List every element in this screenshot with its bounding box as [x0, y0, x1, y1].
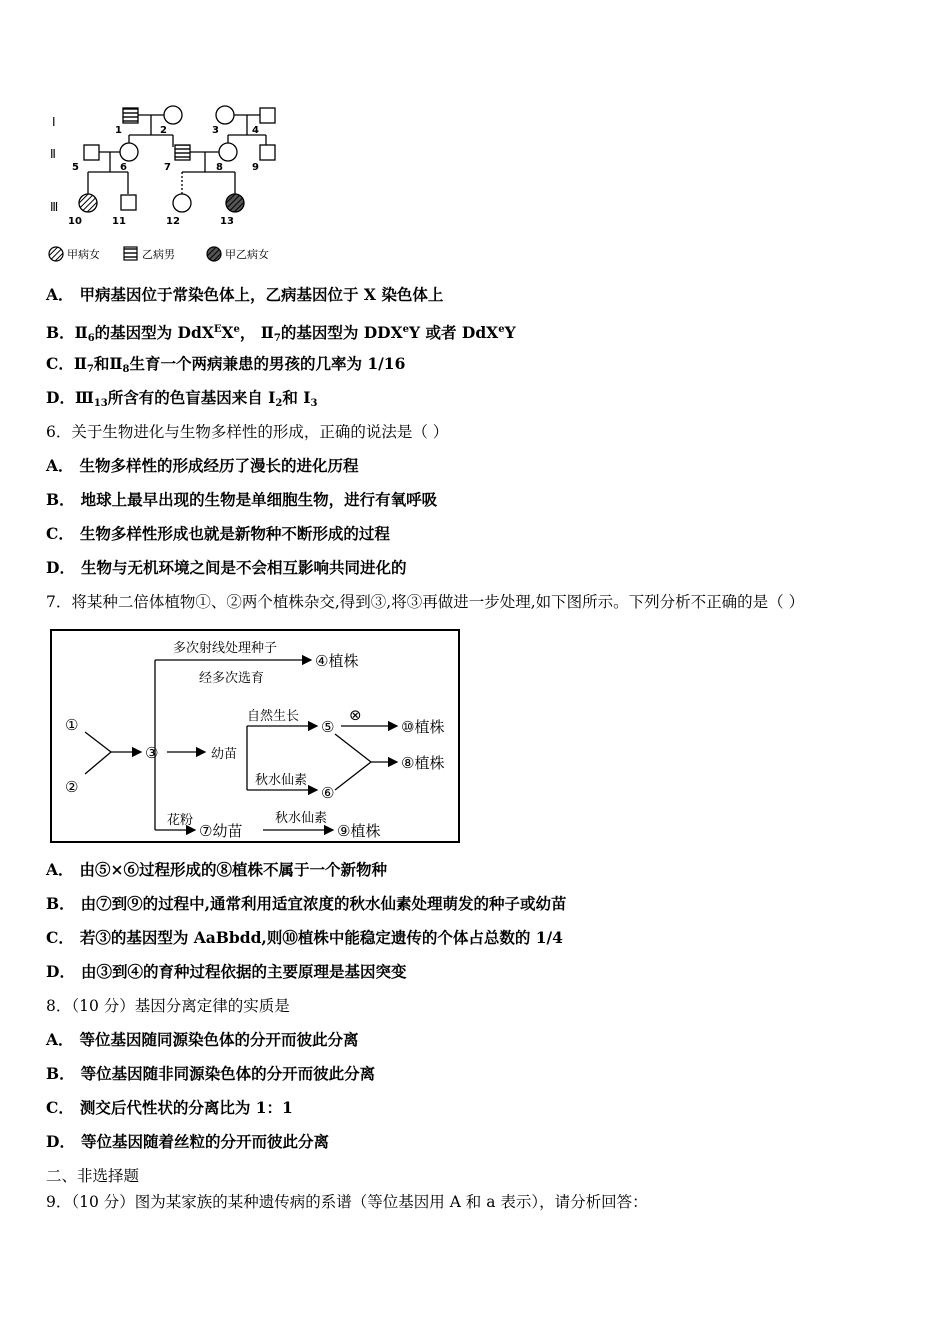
- label-seedling: 幼苗: [211, 747, 238, 762]
- q6-stem: 6．关于生物进化与生物多样性的形成，正确的说法是（ ）: [46, 423, 449, 441]
- legend-both-diseases-female: 甲乙病女: [225, 248, 269, 261]
- individual-8: [219, 143, 237, 161]
- q7-option-a: A． 由⑤×⑥过程形成的⑧植株不属于一个新物种: [46, 860, 388, 879]
- label-pollen: 花粉: [167, 813, 194, 828]
- svg-text:5: 5: [72, 162, 79, 173]
- q8-option-b: B． 等位基因随非同源染色体的分开而彼此分离: [46, 1064, 376, 1083]
- q6-option-b: B． 地球上最早出现的生物是单细胞生物，进行有氧呼吸: [46, 490, 438, 509]
- individual-11: [121, 195, 136, 210]
- individual-12: [173, 194, 191, 212]
- node-4: ④植株: [315, 652, 359, 670]
- svg-text:7: 7: [164, 162, 171, 173]
- svg-text:10: 10: [68, 216, 82, 227]
- label-selection: 经多次选育: [199, 671, 265, 686]
- section-heading-non-choice: 二、非选择题: [46, 1167, 140, 1185]
- svg-text:11: 11: [112, 216, 126, 227]
- svg-text:8: 8: [216, 162, 223, 173]
- svg-text:6: 6: [120, 162, 127, 173]
- q8-option-c: C． 测交后代性状的分离比为 1：1: [46, 1098, 293, 1117]
- node-6: ⑥: [321, 784, 335, 802]
- individual-6: [120, 143, 138, 161]
- label-radiation: 多次射线处理种子: [173, 641, 278, 656]
- svg-text:13: 13: [220, 216, 234, 227]
- q9-stem: 9．（10 分）图为某家族的某种遗传病的系谱（等位基因用 A 和 a 表示），请分析回答：: [46, 1193, 648, 1211]
- label-colchicine: 秋水仙素: [255, 773, 308, 788]
- q8-stem: 8．（10 分）基因分离定律的实质是: [46, 997, 290, 1015]
- label-natural-growth: 自然生长: [247, 709, 300, 724]
- q6-option-a: A． 生物多样性的形成经历了漫长的进化历程: [46, 456, 359, 475]
- node-9: ⑨植株: [337, 822, 381, 840]
- q8-option-d: D． 等位基因随着丝粒的分开而彼此分离: [46, 1132, 329, 1151]
- q5-option-a: A． 甲病基因位于常染色体上，乙病基因位于 X 染色体上: [46, 285, 444, 304]
- gen-label-3: Ⅲ: [50, 200, 59, 214]
- node-10: ⑩植株: [401, 718, 445, 736]
- pedigree-chart: [40, 100, 340, 270]
- selfing-symbol: ⊗: [349, 706, 362, 724]
- q5-option-d: D．$Ⅲ_{13}$所含有的色盲基因来自 $I_2$和 $I_3$: [46, 388, 318, 409]
- individual-4: [260, 108, 275, 123]
- node-2: ②: [65, 778, 79, 796]
- svg-text:12: 12: [166, 216, 180, 227]
- individual-13: [226, 194, 244, 212]
- node-8: ⑧植株: [401, 754, 445, 772]
- q7-option-b: B． 由⑦到⑨的过程中,通常利用适宜浓度的秋水仙素处理萌发的种子或幼苗: [46, 894, 567, 913]
- svg-text:9: 9: [252, 162, 259, 173]
- node-3: ③: [145, 744, 159, 762]
- q7-option-d: D． 由③到④的育种过程依据的主要原理是基因突变: [46, 962, 407, 981]
- q5-option-c: C．$Ⅱ_7$和$Ⅱ_8$生育一个两病兼患的男孩的几率为 1/16: [46, 354, 406, 375]
- individual-5: [84, 145, 99, 160]
- gen-label-2: Ⅱ: [50, 147, 56, 161]
- q5-option-b: B．$Ⅱ_6$的基因型为 DdX$^E$Xe， $Ⅱ_7$的基因型为 DDXeY 或者 DdX$^e$Y: [46, 323, 516, 344]
- q7-option-c: C． 若③的基因型为 AaBbdd,则⑩植株中能稳定遗传的个体占总数的 1/4: [46, 928, 563, 947]
- individual-7: [175, 145, 190, 160]
- legend-disease-a-female: 甲病女: [67, 248, 100, 261]
- q7-stem: 7．将某种二倍体植物①、②两个植株杂交,得到③,将③再做进一步处理,如下图所示。下列分析不正确的是（ ）: [46, 593, 805, 611]
- svg-text:1: 1: [115, 125, 122, 136]
- svg-text:4: 4: [252, 125, 259, 136]
- q6-option-c: C． 生物多样性形成也就是新物种不断形成的过程: [46, 524, 390, 543]
- individual-3: [216, 106, 234, 124]
- node-5: ⑤: [321, 718, 335, 736]
- q8-option-a: A． 等位基因随同源染色体的分开而彼此分离: [46, 1030, 359, 1049]
- q6-option-d: D． 生物与无机环境之间是不会相互影响共同进化的: [46, 558, 407, 577]
- individual-2: [164, 106, 182, 124]
- gen-label-1: Ⅰ: [52, 115, 56, 129]
- svg-text:2: 2: [160, 125, 167, 136]
- svg-text:3: 3: [212, 125, 219, 136]
- legend-disease-b-male: 乙病男: [142, 248, 175, 261]
- label-colchicine-2: 秋水仙素: [275, 811, 328, 826]
- individual-10: [79, 194, 97, 212]
- individual-1: [123, 108, 138, 123]
- individual-9: [260, 145, 275, 160]
- node-7: ⑦幼苗: [199, 822, 243, 840]
- breeding-diagram: [49, 628, 461, 844]
- node-1: ①: [65, 716, 79, 734]
